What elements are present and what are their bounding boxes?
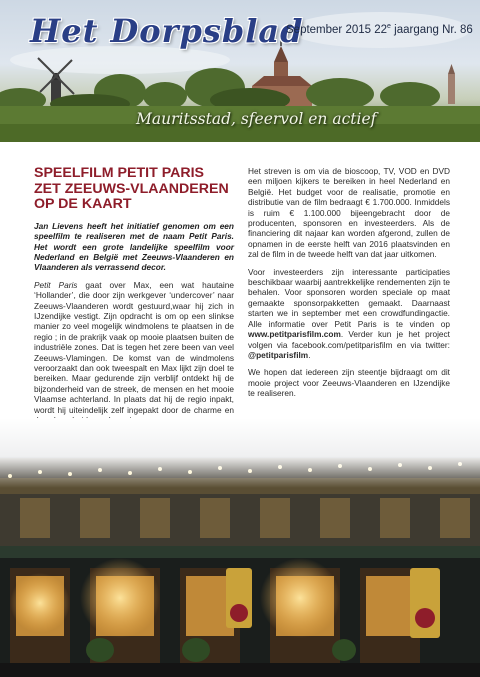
website-link[interactable]: www.petitparisfilm.com [248,329,341,340]
issue-month: September 2015 [286,23,372,36]
paragraph-text: Voor investeerders zijn interessante participaties beschikbaar waarbij aantrekkelijke rendementen zijn te behalen. Voor sponsoren worden speciale op maat gemaakte sponsorpakketten gemaakt. Daarnaast starten we in september met een crowdfundingactie. Alle informatie over Petit Paris is te vinden op [248,266,450,329]
cafe-facade-photo [0,418,480,677]
issue-volume-number: jaargang Nr. 86 [394,23,473,36]
photo-fade-overlay [0,418,480,488]
article-paragraph [34,280,234,426]
article-paragraph: We hopen dat iedereen zijn steentje bijdraagt om dit mooie project voor Zeeuws-Vlaanderen en IJzendijke te realiseren. [248,367,450,399]
paragraph-text: . Verder kun je het project volgen via facebook.com/petitparisfilm en via twitter: [248,329,450,350]
paragraph-text: . [308,349,311,360]
article-paragraph [248,267,450,361]
issue-info [286,23,473,36]
article-lead: Jan Lievens heeft het initiatief genomen om een speelfilm te realiseren met de naam Petit Paris. Het wordt een grote landelijke speelfilm voor Nederland en België met Zeeuws-Vlaanderen en Vlaanderen als verrassend decor. [34,220,234,273]
paragraph-text: gaat over Max, een wat hautaine ‘Hollander’, die door zijn werkgever ‘undercover’ naar Zeeuws-Vlaanderen wordt gestuurd,waar hij zich in IJzendijke vestigt. Zijn opdracht is om op een slinkse manier zo veel mogelijk windmolens te plaatsen in de regio ; in de prakrijk vaak op mooie plaatsen buiten de industriële zones. Dat is tegen het zere been van veel Zeeuws-Vlamingen. De komst van de windmolens veroorzaakt dan ook tweespalt en Max lijkt zijn doel te bereiken. Maar gedurende zijn verblijf ontdekt hij de bijzonderheid van de streek, de mensen en het mooie Vlaamse achterland. In plaats dat hij de regio inpakt, wordt hij uiteindelijk zelf ingepakt door de charme en [34,279,234,415]
masthead [0,0,480,142]
newspaper-logo: Het Dorpsblad [30,12,304,50]
issue-ordinal: 22 [374,23,388,36]
article-headline: SPEELFILM PETIT PARIS ZET ZEEUWS-VLAANDEREN OP DE KAART [34,165,229,213]
twitter-link[interactable]: @petitparisfilm [248,349,309,360]
film-title: Petit Paris [34,279,78,290]
slogan: Mauritsstad, sfeervol en actief [136,110,377,128]
article-paragraph: Het streven is om via de bioscoop, TV, VOD en DVD een miljoen kijkers te bereiken in heel Nederland en België. Het budget voor de realisatie, promotie en distributie van de film bedraagt € 1.700.000. Inmiddels is ruim € 1.100.000 bijeengebracht door de producenten, sponsoren en investeerders. Als de financiering dit najaar kan worden afgerond, zullen de opnamen in de eerste helft van 2016 plaatsvinden en zal de film in de tweede helft van dat jaar uitkomen. [248,166,450,260]
issue-ordinal-suffix: e [387,23,391,30]
article-column-right [248,166,450,406]
